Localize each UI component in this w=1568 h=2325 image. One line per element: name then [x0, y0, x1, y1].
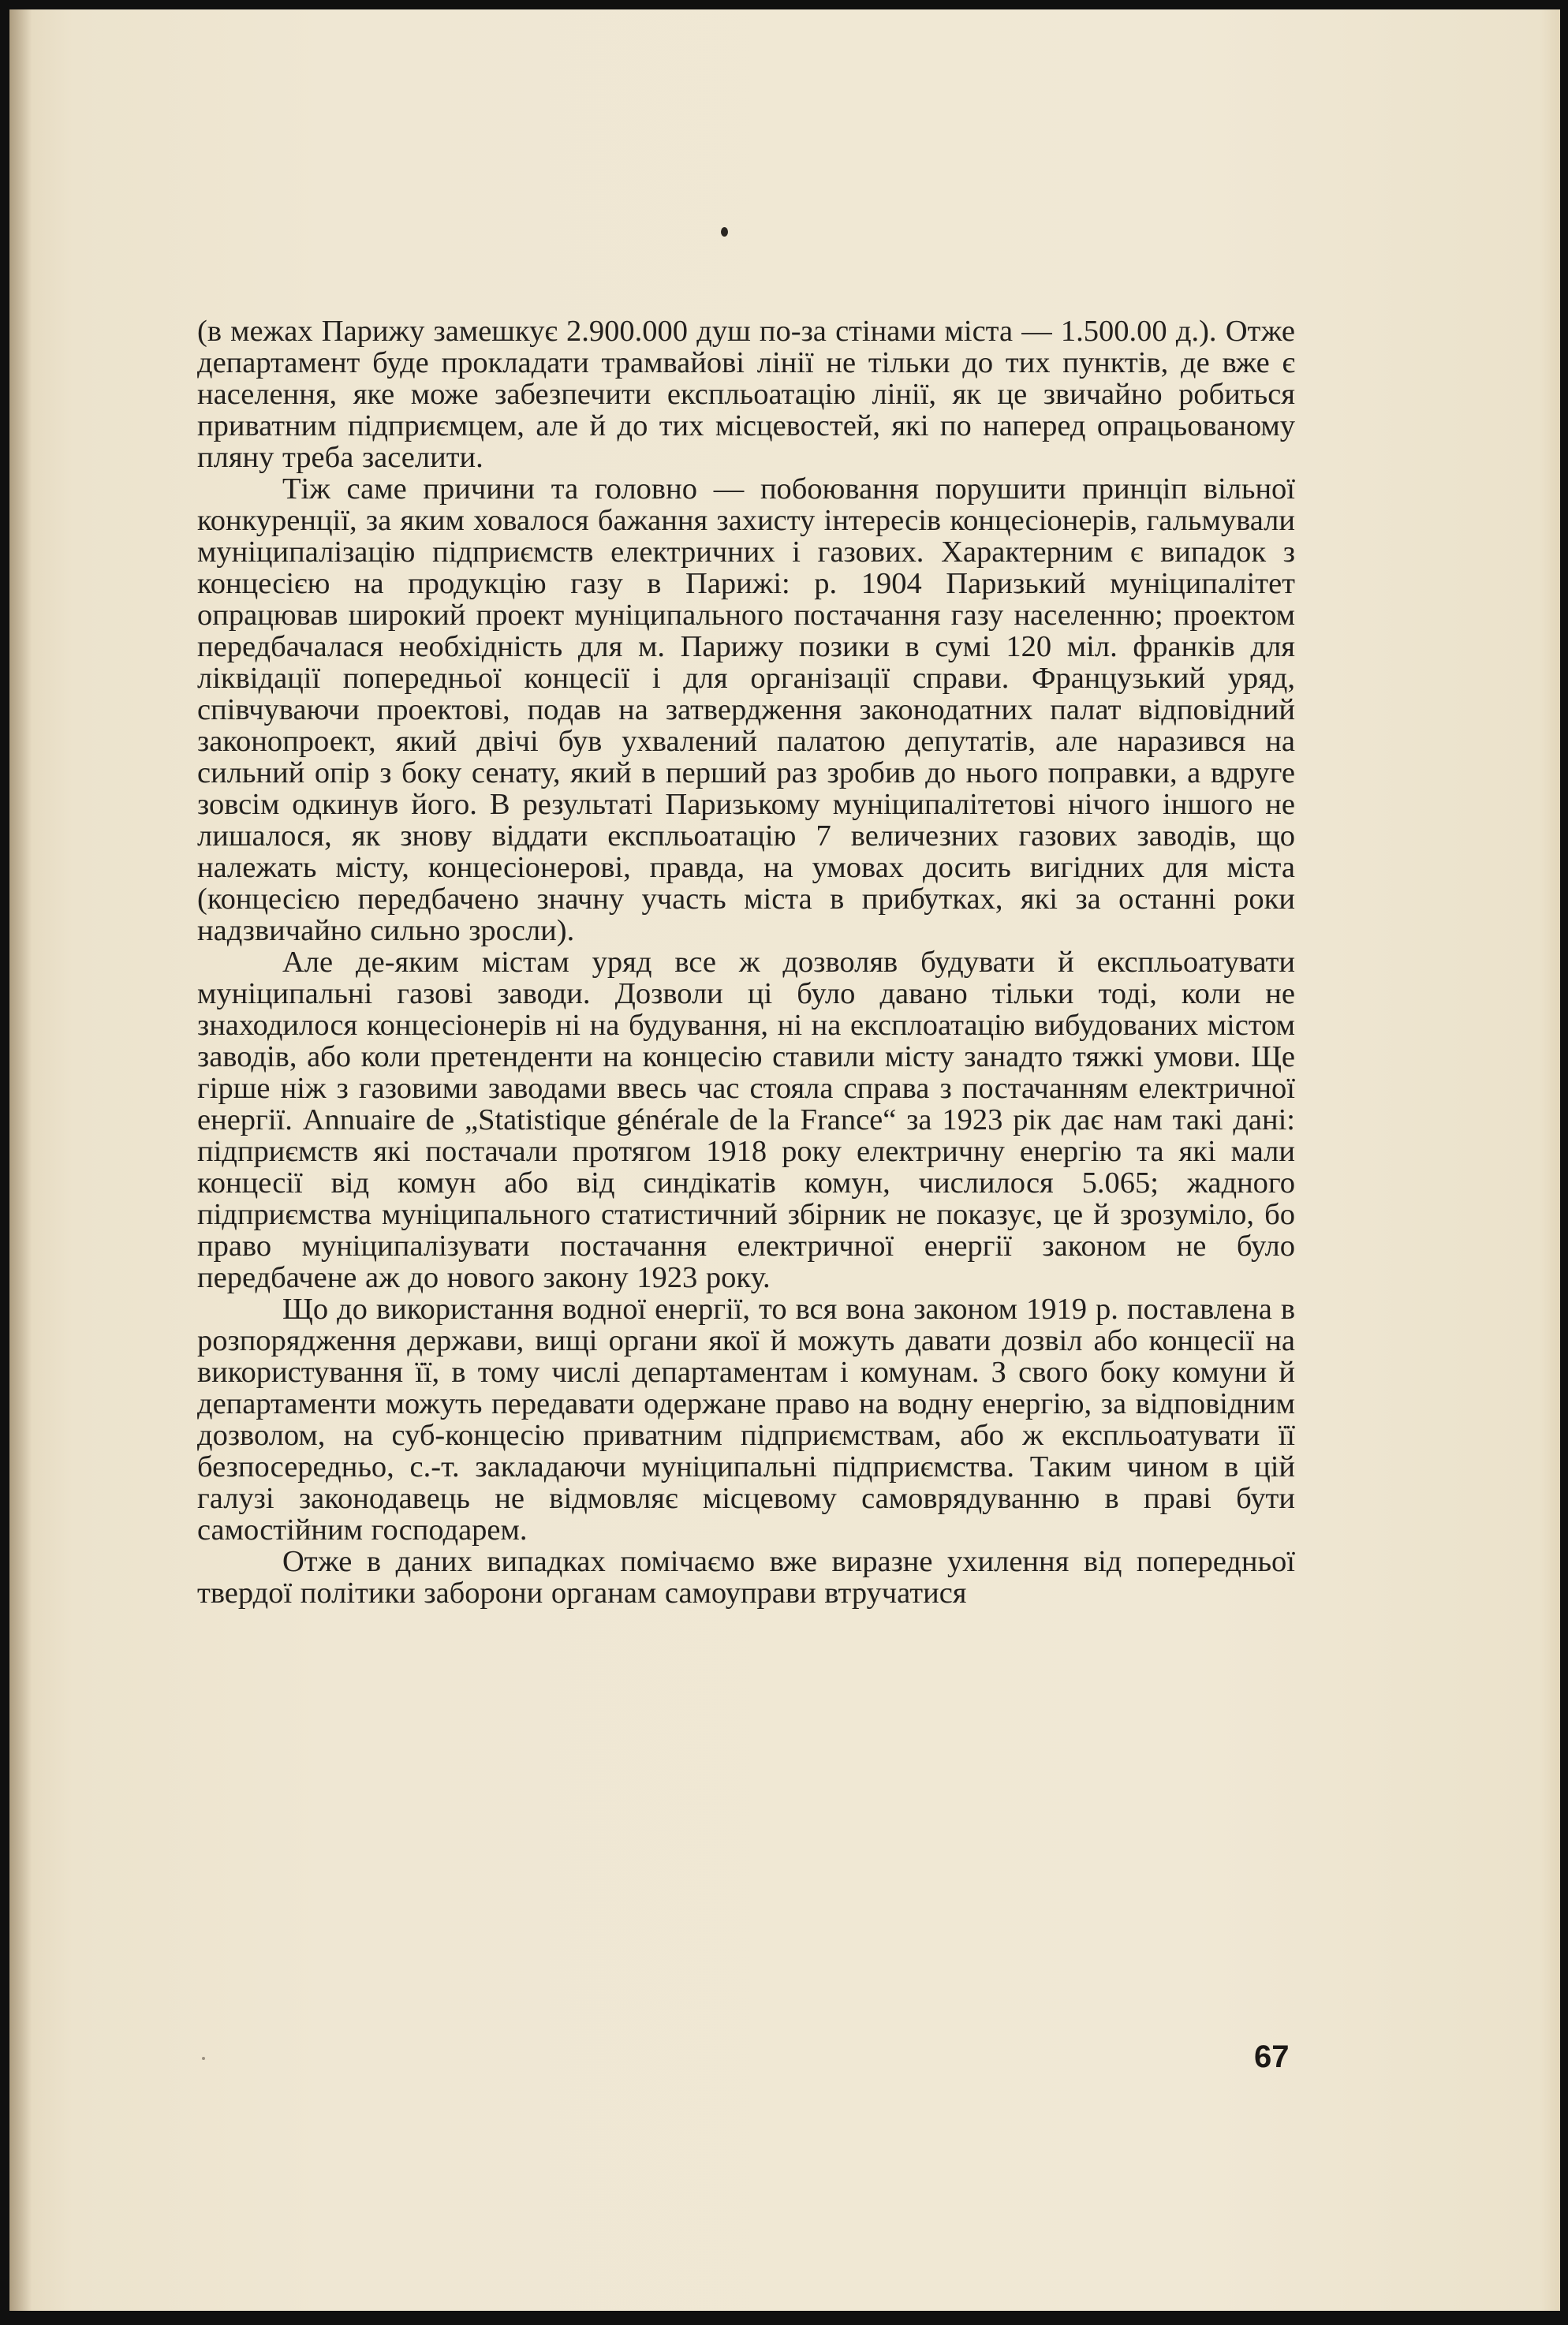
paragraph-3: Але де-яким містам уряд все ж дозволяв будувати й експльоатувати муніципальні газові заводи. Дозволи ці було давано тільки тоді, коли не знаходилося концесіонерів ні на будування, ні на експлоатацію вибудованих містом заводів, або коли претенденти на концесію ставили місту занадто тяжкі умови. Ще гірше ніж з газовими заводами ввесь час стояла справа з постачанням електричної енергії. Annuaire de „Statistique générale de la France“ за 1923 рік дає нам такі дані: підприємств які постачали протягом 1918 року електричну енергію та які мали концесії від комун або від синдікатів комун, числилося 5.065; жадного підприємства муніципального статистичний збірник не показує, це й зрозуміло, бо право муніципалізувати постачання електричної енергії законом не було передбачене аж до нового закону 1923 року.	[197, 946, 1295, 1294]
paragraph-1: (в межах Парижу замешкує 2.900.000 душ по-за стінами міста — 1.500.00 д.). Отже департамент буде прокладати трамвайові лінії не тільки до тих пунктів, де вже є населення, яке може забезпечити експльоатацію лінії, як це звичайно робиться приватним підприємцем, але й до тих місцевостей, які по наперед опрацьованому пляну треба заселити.	[197, 315, 1295, 474]
binding-shadow	[9, 9, 32, 2311]
paragraph-5: Отже в даних випадках помічаємо вже виразне ухилення від попередньої твердої політики заборони органам самоуправи втручатися	[197, 1545, 1295, 1610]
paragraph-2: Тіж саме причини та головно — побоювання порушити принціп вільної конкуренції, за яким ховалося бажання захисту інтересів концесіонерів, гальмували муніципалізацію підприємств електричних і газових. Характерним є випадок з концесією на продукцію газу в Парижі: р. 1904 Паризький муніципалітет опрацював широкий проект муніципального постачання газу населенню; проектом передбачалася необхідність для м. Парижу позики в сумі 120 міл. франків для ліквідації попередньої концесії і для організації справи. Французький уряд, співчуваючи проектові, подав на затвердження законодатних палат відповідний законопроект, який двічі був ухвалений палатою депутатів, але наразився на сильний опір з боку сенату, який в перший раз зробив до нього поправки, а вдруге зовсім одкинув його. В результаті Паризькому муніципалітетові нічого іншого не лишалося, як знову віддати експльоатацію 7 величезних газових заводів, що належать місту, концесіонерові, правда, на умовах досить вигідних для міста (концесією передбачено значну участь міста в прибутках, які за останні роки надзвичайно сильно зросли).	[197, 472, 1295, 947]
body-text	[197, 315, 1295, 1609]
ink-dot	[721, 227, 728, 237]
ink-speck	[202, 2057, 205, 2060]
page-number: 67	[1254, 2040, 1290, 2074]
book-page	[9, 9, 1560, 2311]
paragraph-4: Що до використання водної енергії, то вся вона законом 1919 р. поставлена в розпорядження держави, вищі органи якої й можуть давати дозвіл або концесії на використування її, в тому числі департаментам і комунам. З свого боку комуни й департаменти можуть передавати одержане право на водну енергію, за відповідним дозволом, на суб-концесію приватним підприємствам, або ж експльоатувати її безпосередньо, с.-т. закладаючи муніципальні підприємства. Таким чином в цій галузі законодавець не відмовляє місцевому самоврядуванню в праві бути самостійним господарем.	[197, 1293, 1295, 1547]
